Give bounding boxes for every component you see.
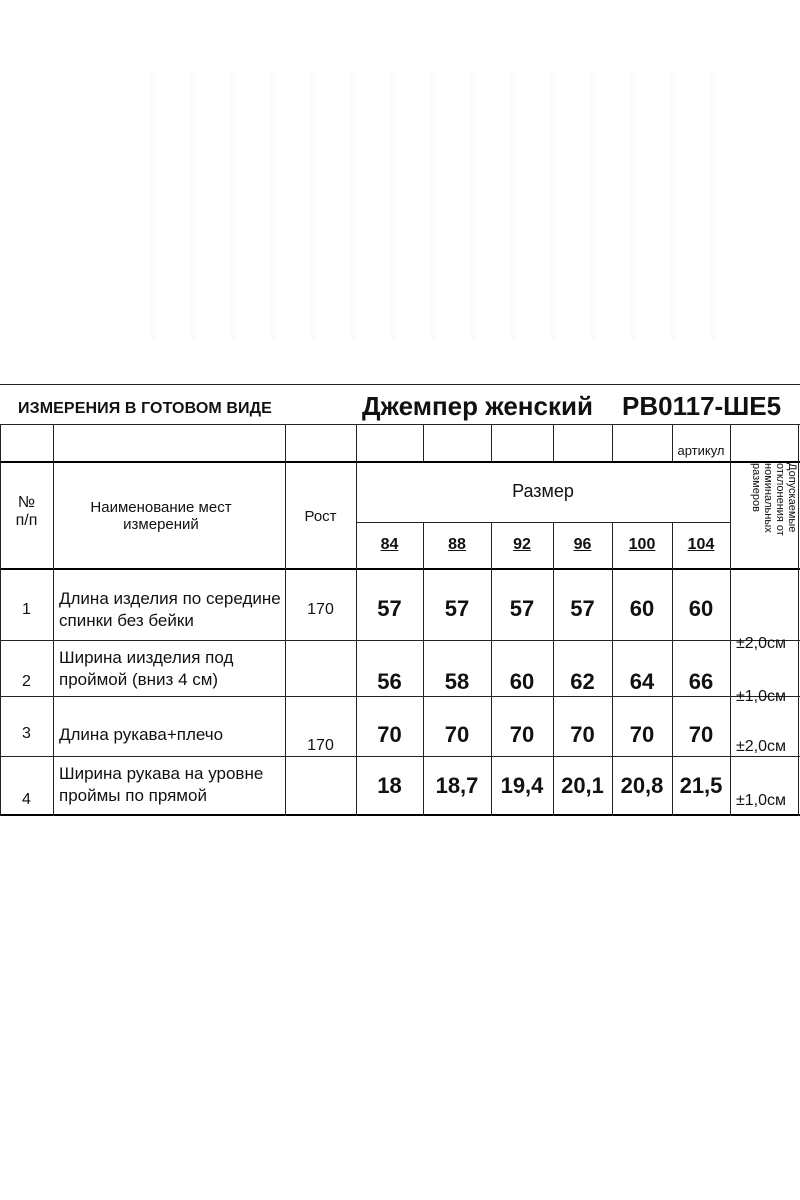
col-name-header: Наименование мест измерений [90,499,232,533]
row-value: 21,5 [679,773,723,798]
row-height: 170 [307,601,334,618]
row-value: 18,7 [435,773,479,798]
grid-line [53,424,54,816]
grid-line [0,814,800,816]
row-name [59,647,284,691]
tolerance-header [738,463,800,569]
measurements-title: ИЗМЕРЕНИЯ В ГОТОВОМ ВИДЕ [18,400,272,417]
row-value: 57 [444,596,470,621]
grid-line [612,424,613,461]
article-code: PB0117-ШЕ5 [622,391,782,421]
col-number-label: № [17,494,36,511]
col-size-group-header: Размер [512,480,574,501]
row-value: 19,4 [500,773,544,798]
row-value: 70 [444,722,470,747]
tolerance-header-line: размеров [750,463,762,512]
row-height: 170 [307,737,334,754]
article-label: артикул [677,442,725,458]
row-name [59,763,284,807]
row-name-line: Ширина рукава на уровне [59,764,264,783]
row-value: 64 [629,669,655,694]
row-tolerance: ±1,0см [736,688,787,705]
row-number: 4 [22,791,31,808]
grid-line [423,424,424,461]
grid-line [0,424,800,425]
size-header: 88 [448,536,466,553]
size-header: 104 [687,536,715,553]
size-header: 100 [628,536,656,553]
row-value: 70 [688,722,714,747]
row-name-line: Длина рукава+плечо [59,725,224,744]
grid-line [0,461,800,463]
row-value: 66 [688,669,714,694]
grid-line [0,756,800,757]
row-value: 20,8 [620,773,664,798]
grid-line [553,424,554,461]
row-value: 56 [377,669,402,694]
size-header: 96 [573,536,592,553]
row-value: 57 [509,596,535,621]
grid-line [356,522,730,523]
size-header: 84 [380,536,399,553]
row-value: 18 [377,773,402,798]
row-value: 70 [509,722,535,747]
tolerance-header-line: Допускаемые [786,463,798,533]
row-value: 70 [570,722,595,747]
row-name-line: Длина изделия по середине [59,589,281,608]
row-value: 58 [444,669,470,694]
row-name-line: Ширина иизделия под [59,648,234,667]
row-value: 62 [570,669,595,694]
row-number: 2 [22,673,31,690]
row-value: 60 [688,596,714,621]
grid-line [491,424,492,461]
row-value: 60 [509,669,535,694]
row-name-line: спинки без бейки [59,611,194,630]
row-tolerance: ±2,0см [736,635,787,652]
row-value: 70 [377,722,402,747]
faded-background-watermark [150,70,730,340]
grid-line [0,424,1,816]
row-tolerance: ±2,0см [736,738,787,755]
col-number-header [0,492,53,532]
measurement-table [0,384,800,816]
row-value: 57 [570,596,595,621]
row-value: 57 [377,596,402,621]
grid-line [0,568,800,570]
title-row [0,384,800,425]
row-name [59,588,284,632]
row-value: 20,1 [561,773,604,798]
tolerance-header-line: отклонения от [774,463,786,536]
col-number-sublabel: п/п [15,512,38,529]
row-value: 70 [629,722,655,747]
size-header: 92 [513,536,531,553]
row-name-line: проймой (вниз 4 см) [59,670,219,689]
product-name: Джемпер женский [362,391,593,421]
row-tolerance: ±1,0см [736,792,787,809]
row-name [59,724,284,746]
col-height-header: Рост [304,507,337,525]
row-number: 3 [22,725,31,742]
grid-line [0,640,800,641]
row-name-line: проймы по прямой [59,786,207,805]
row-number: 1 [22,601,31,618]
grid-line [730,424,731,816]
row-value: 60 [629,596,655,621]
tolerance-header-line: номинальных [762,463,774,533]
